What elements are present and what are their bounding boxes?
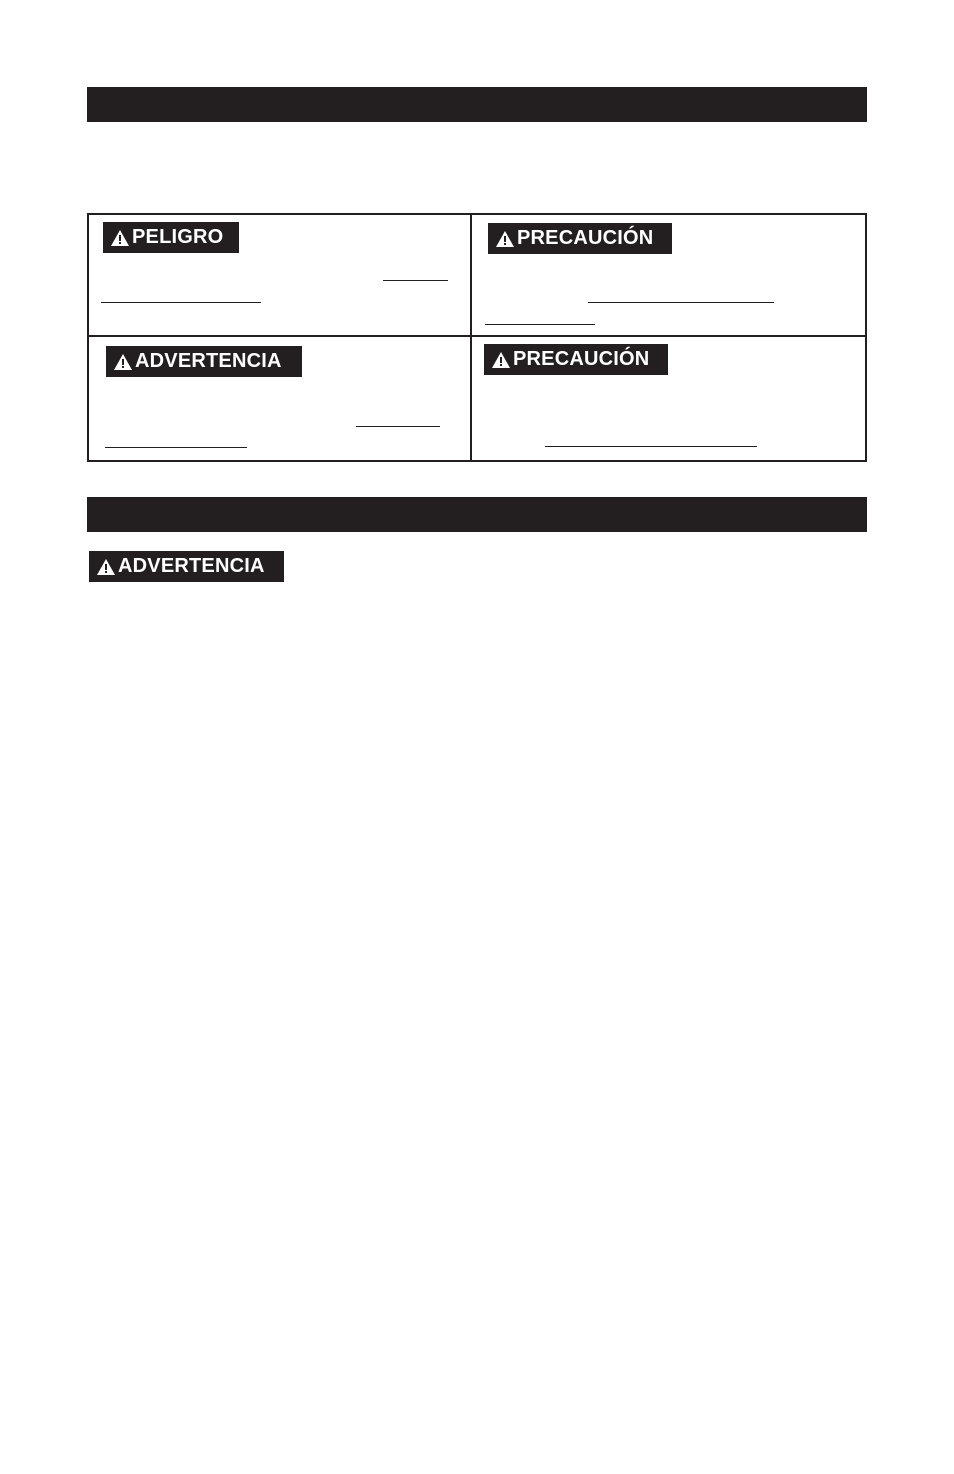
underline [485,324,595,325]
section-header-bar [87,497,867,532]
underline [383,280,448,281]
general-warning-text: ADVERTENCIA [118,555,265,577]
caution-label [488,223,672,254]
warning-label [106,346,302,377]
underline [545,446,757,447]
signal-word-table [87,213,867,462]
danger-text: PELIGRO [132,226,224,248]
underline [356,426,440,427]
caution-text: PRECAUCIÓN [513,348,650,370]
warning-triangle-icon [492,352,510,368]
table-divider-horizontal [89,335,865,337]
warning-triangle-icon [111,230,129,246]
underline [101,302,261,303]
warning-triangle-icon [114,354,132,370]
warning-triangle-icon [97,559,115,575]
warning-text: ADVERTENCIA [135,350,282,372]
table-divider-vertical [470,215,472,460]
underline [105,447,247,448]
underline [588,302,774,303]
warning-triangle-icon [496,231,514,247]
caution-text: PRECAUCIÓN [517,227,654,249]
caution-label [484,344,668,375]
section-header-bar [87,87,867,122]
danger-label [103,222,239,253]
general-warning-label [89,551,284,582]
